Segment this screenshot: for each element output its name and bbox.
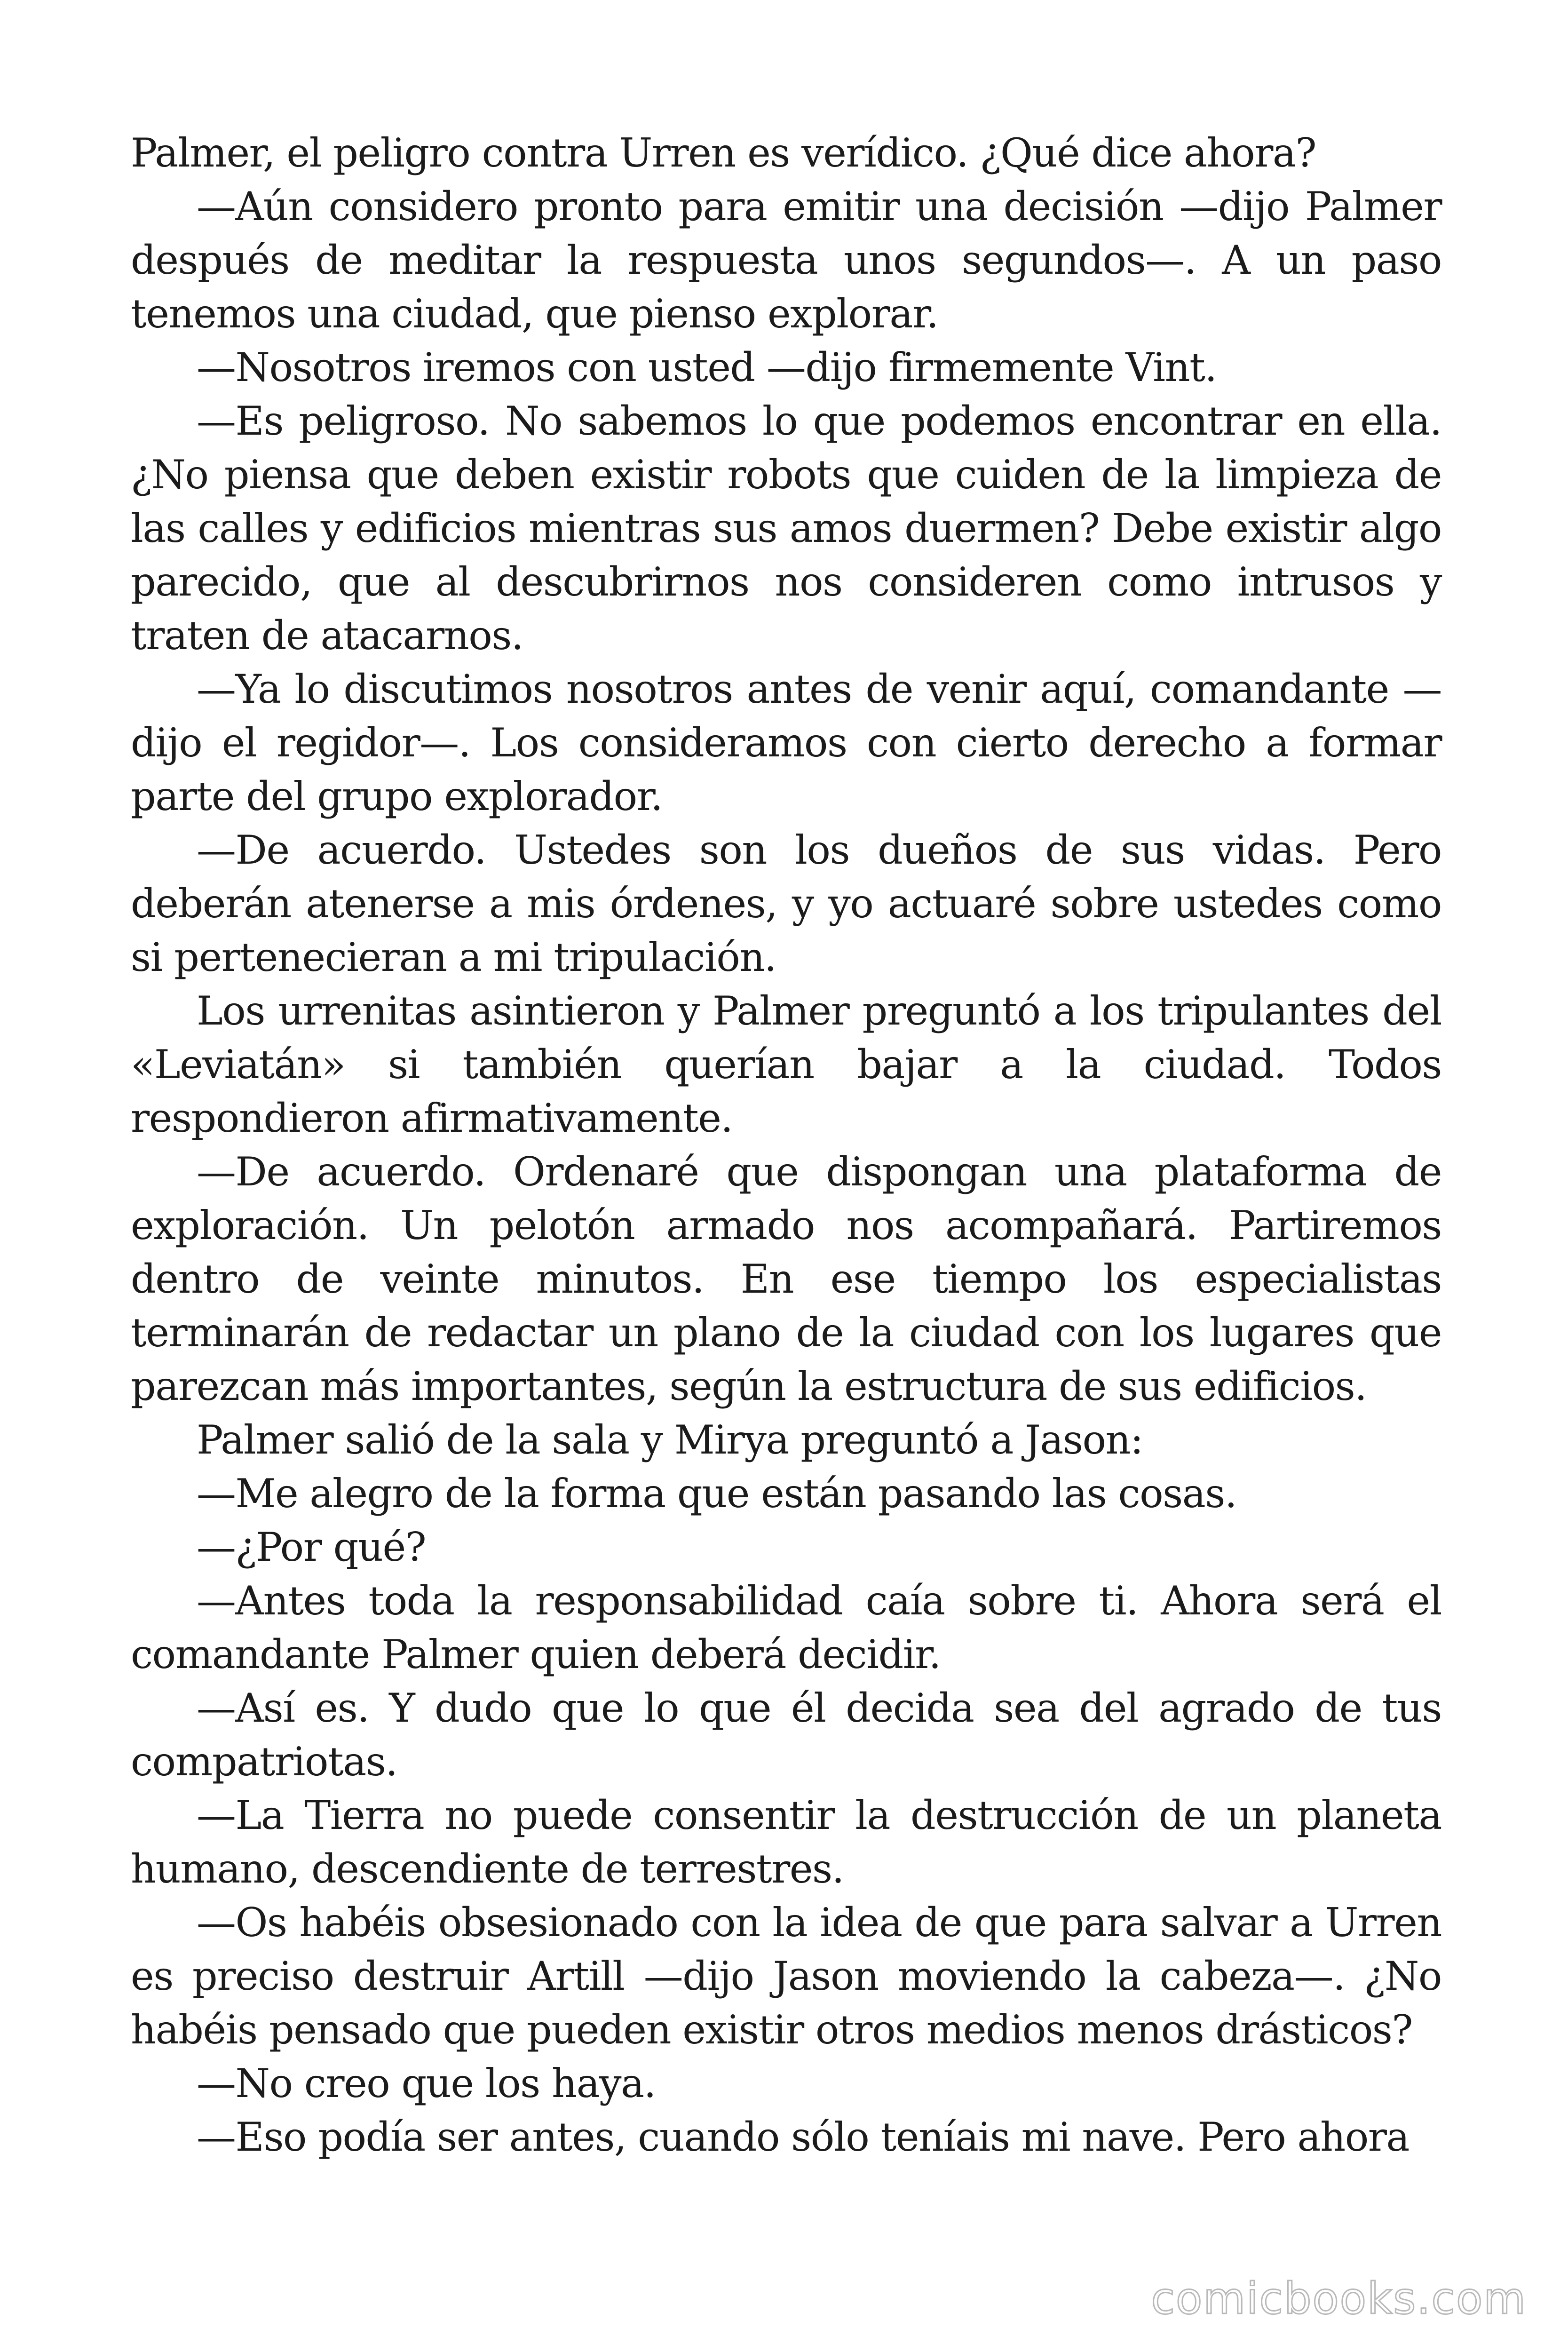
paragraph: —Os habéis obsesionado con la idea de que para salvar a Urren es preciso destruir Artill —dijo Jason moviendo la cabeza—. ¿No habéis pensado que pueden existir otros medios menos drásticos?	[131, 1899, 1441, 2053]
paragraph: Palmer, el peligro contra Urren es verídico. ¿Qué dice ahora?	[131, 130, 1316, 176]
paragraph: Palmer salió de la sala y Mirya preguntó a Jason:	[197, 1417, 1143, 1463]
paragraph: —Es peligroso. No sabemos lo que podemos encontrar en ella. ¿No piensa que deben existir robots que cuiden de la limpieza de las calles y edificios mientras sus amos duermen? Debe existir algo parecido, que al descubrirnos nos consideren como intrusos y traten de atacarnos.	[131, 398, 1441, 659]
paragraph: —No creo que los haya.	[197, 2060, 656, 2106]
paragraph: —Antes toda la responsabilidad caía sobre ti. Ahora será el comandante Palmer quien deberá decidir.	[131, 1578, 1441, 1677]
paragraph: —Eso podía ser antes, cuando sólo teníais mi nave. Pero ahora	[197, 2114, 1410, 2160]
paragraph: —Aún considero pronto para emitir una decisión —dijo Palmer después de meditar la respuesta unos segundos—. A un paso tenemos una ciudad, que pienso explorar.	[131, 183, 1441, 337]
body-text	[131, 126, 1441, 2164]
paragraph: —¿Por qué?	[197, 1524, 426, 1570]
paragraph: —Ya lo discutimos nosotros antes de venir aquí, comandante —dijo el regidor—. Los consideramos con cierto derecho a formar parte del grupo explorador.	[131, 666, 1441, 819]
paragraph: —De acuerdo. Ustedes son los dueños de sus vidas. Pero deberán atenerse a mis órdenes, y yo actuaré sobre ustedes como si pertenecieran a mi tripulación.	[131, 827, 1441, 980]
paragraph: Los urrenitas asintieron y Palmer preguntó a los tripulantes del «Leviatán» si también querían bajar a la ciudad. Todos respondieron afirmativamente.	[131, 988, 1441, 1141]
paragraph: —De acuerdo. Ordenaré que dispongan una plataforma de exploración. Un pelotón armado nos acompañará. Partiremos dentro de veinte minutos. En ese tiempo los especialistas terminarán de redactar un plano de la ciudad con los lugares que parezcan más importantes, según la estructura de sus edificios.	[131, 1149, 1441, 1409]
paragraph: —Así es. Y dudo que lo que él decida sea del agrado de tus compatriotas.	[131, 1685, 1441, 1785]
paragraph: —Nosotros iremos con usted —dijo firmemente Vint.	[197, 344, 1217, 390]
watermark: comicbooks.com	[1151, 2273, 1527, 2324]
paragraph: —Me alegro de la forma que están pasando las cosas.	[197, 1470, 1237, 1517]
paragraph: —La Tierra no puede consentir la destrucción de un planeta humano, descendiente de terrestres.	[131, 1792, 1441, 1892]
